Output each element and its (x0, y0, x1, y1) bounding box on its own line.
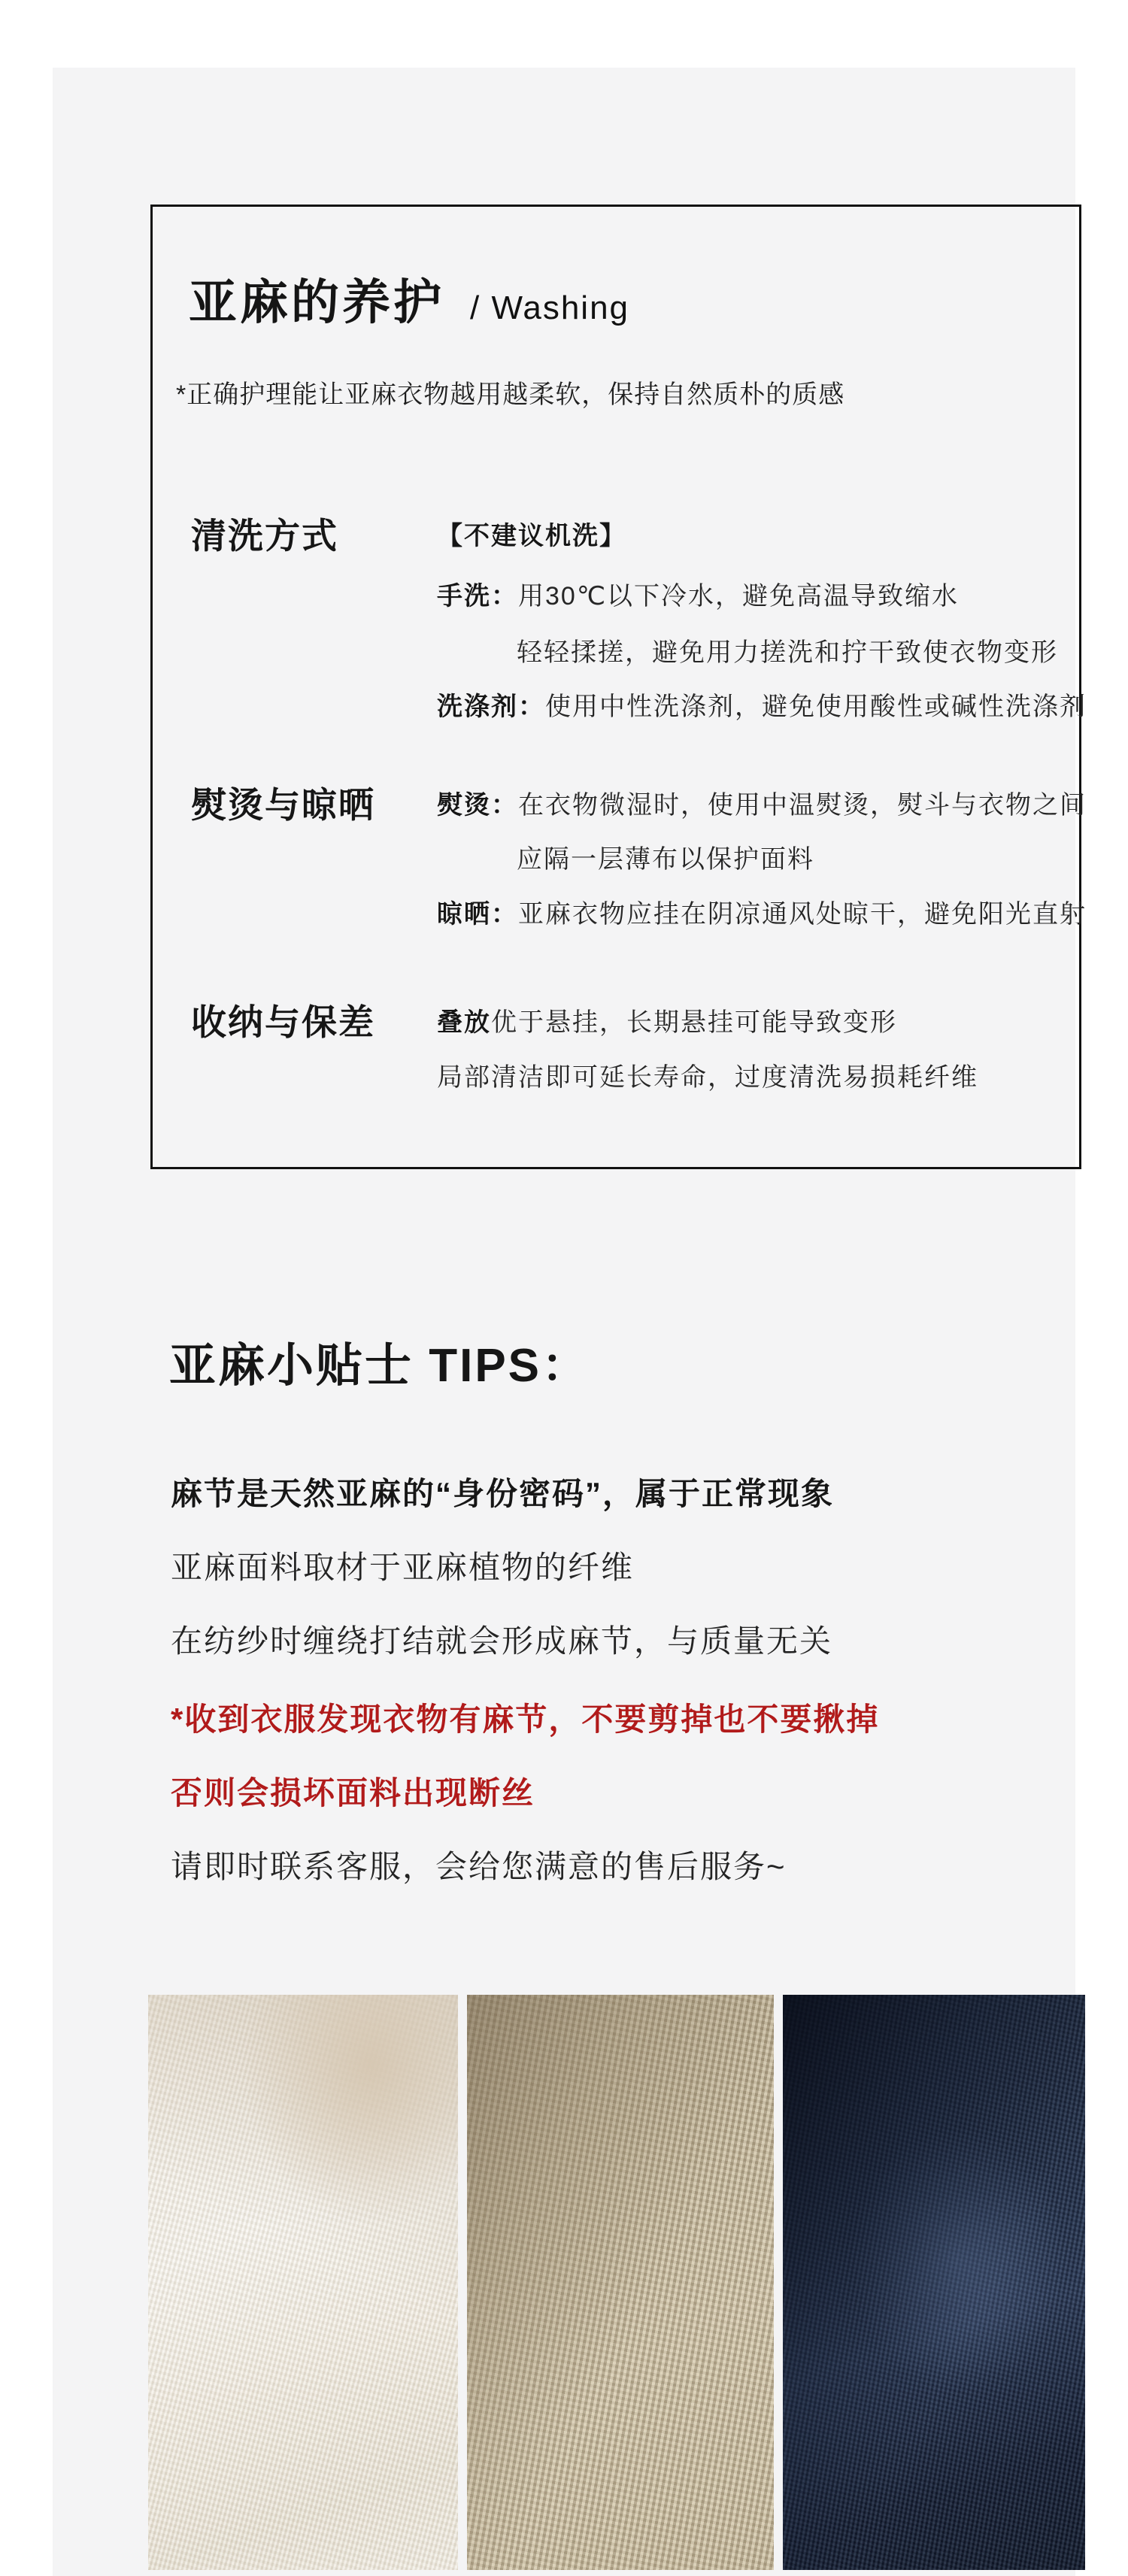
card-subtitle: *正确护理能让亚麻衣物越用越柔软，保持自然质朴的质感 (176, 380, 845, 409)
tips-title: 亚麻小贴士 TIPS： (169, 1340, 591, 1392)
care-card (150, 205, 1087, 1169)
care-line: 晾晒：亚麻衣物应挂在阴凉通风处晾干，避免阳光直射 (437, 900, 1087, 929)
care-line: 【不建议机洗】 (437, 522, 626, 550)
care-line: 应隔一层薄布以保护面料 (517, 845, 814, 874)
fabric-swatch-navy-linen (783, 1995, 1085, 2570)
tips-line: 麻节是天然亚麻的“身份密码”，属于正常现象 (171, 1476, 835, 1511)
card-title-suffix: / Washing (470, 289, 630, 326)
section-label-ironing-drying: 熨烫与晾晒 (191, 785, 375, 825)
card-title-row (189, 273, 629, 332)
care-line: 洗涤剂：使用中性洗涤剂，避免使用酸性或碱性洗涤剂 (437, 692, 1087, 721)
fabric-swatch-ivory-linen (148, 1995, 458, 2570)
care-line: 手洗：用30℃以下冷水，避免高温导致缩水 (437, 582, 960, 611)
care-line: 熨烫：在衣物微湿时，使用中温熨烫，熨斗与衣物之间 (437, 791, 1087, 820)
tips-line: 在纺纱时缠绕打结就会形成麻节，与质量无关 (171, 1623, 833, 1659)
fabric-swatch-natural-linen (467, 1995, 774, 2570)
tips-line-warning: 否则会损坏面料出现断丝 (171, 1775, 535, 1811)
section-label-washing: 清洗方式 (191, 516, 338, 556)
section-label-storage: 收纳与保差 (191, 1002, 375, 1042)
care-line: 局部清洁即可延长寿命，过度清洗易损耗纤维 (437, 1063, 978, 1092)
care-line: 轻轻揉搓，避免用力搓洗和拧干致使衣物变形 (517, 638, 1058, 667)
content-panel (53, 68, 1087, 2576)
card-title: 亚麻的养护 (189, 275, 444, 329)
tips-line: 亚麻面料取材于亚麻植物的纤维 (171, 1550, 635, 1585)
tips-line-warning: *收到衣服发现衣物有麻节，不要剪掉也不要揪掉 (171, 1702, 880, 1737)
care-line: 叠放优于悬挂，长期悬挂可能导致变形 (437, 1008, 897, 1037)
tips-line: 请即时联系客服，会给您满意的售后服务~ (171, 1849, 787, 1884)
